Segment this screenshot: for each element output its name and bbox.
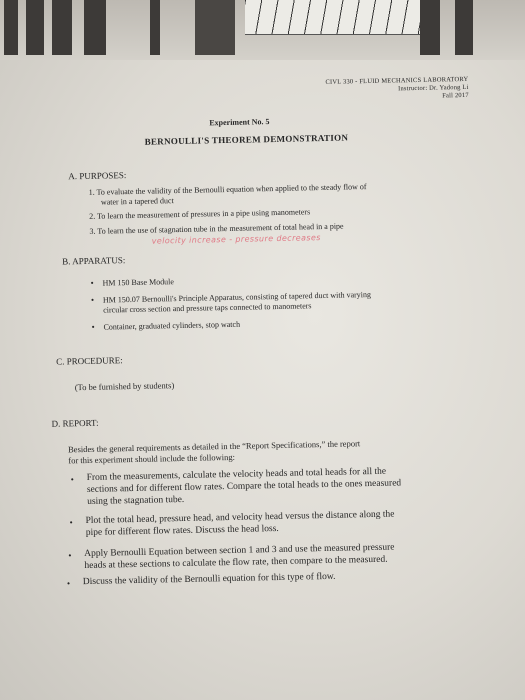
- report-item: Apply Bernoulli Equation between section 1 and 3 and use the measured pressure: [84, 542, 395, 560]
- course-header: [325, 76, 468, 103]
- apparatus-item: Container, graduated cylinders, stop watch: [103, 319, 241, 332]
- apparatus-item: HM 150 Base Module: [102, 277, 175, 288]
- report-item: using the stagnation tube.: [87, 494, 185, 507]
- purpose-item: 1. To evaluate the validity of the Bernoulli equation when applied to the steady flow of: [88, 182, 367, 197]
- binder-strip: [0, 0, 525, 60]
- report-item: heads at these sections to calculate the flow rate, then compare to the measured.: [84, 554, 388, 572]
- instructor: Instructor: Dr. Yadong Li: [397, 83, 469, 93]
- term: Fall 2017: [442, 91, 469, 100]
- bullet-icon: •: [66, 578, 71, 589]
- bullet-icon: •: [68, 550, 72, 561]
- bullet-icon: •: [90, 277, 94, 288]
- apparatus-heading: B. APPARATUS:: [62, 255, 126, 267]
- purpose-item: 3. To learn the use of stagnation tube in the measurement of total head in a pipe: [89, 221, 344, 236]
- book-spine: [84, 0, 106, 55]
- bullet-icon: •: [90, 294, 95, 305]
- report-heading: D. REPORT:: [51, 417, 99, 429]
- book-spine: [455, 0, 473, 55]
- procedure-heading: C. PROCEDURE:: [56, 355, 123, 367]
- purpose-item: water in a tapered duct: [100, 196, 174, 207]
- report-item: Plot the total head, pressure head, and velocity head versus the distance along the: [85, 509, 395, 527]
- report-item: pipe for different flow rates. Discuss the head loss.: [85, 523, 279, 539]
- book-spine: [420, 0, 440, 55]
- book-spine: [52, 0, 72, 55]
- purpose-item: 2. To learn the measurement of pressures in a pipe using manometers: [89, 207, 311, 221]
- experiment-number: Experiment No. 5: [209, 117, 270, 128]
- report-item: sections and for different flow rates. Compare the total heads to the ones measured: [86, 478, 402, 495]
- bullet-icon: •: [69, 517, 73, 528]
- book-spine: [195, 0, 235, 55]
- purposes-heading: A. PURPOSES:: [68, 170, 127, 182]
- course-title: CIVL 330 - FLUID MECHANICS LABORATORY: [325, 75, 469, 86]
- book-spine: [150, 0, 160, 55]
- document-title: BERNOULLI'S THEOREM DEMONSTRATION: [144, 132, 349, 147]
- procedure-text: (To be furnished by students): [74, 380, 175, 393]
- grid-paper: [245, 0, 440, 35]
- bullet-icon: •: [91, 321, 95, 332]
- document-page: [38, 57, 521, 697]
- report-item: Discuss the validity of the Bernoulli equation for this type of flow.: [82, 571, 336, 588]
- apparatus-item: HM 150.07 Bernoulli's Principle Apparatus, consisting of tapered duct with varying: [102, 290, 372, 305]
- handwritten-note: velocity increase - pressure decreases: [151, 233, 321, 246]
- bullet-icon: •: [70, 474, 74, 485]
- report-intro: Besides the general requirements as detailed in the “Report Specifications,” the report: [67, 438, 361, 455]
- book-spine: [26, 0, 44, 55]
- report-intro: for this experiment should include the following:: [68, 451, 236, 466]
- book-spine: [4, 0, 18, 55]
- report-item: From the measurements, calculate the velocity heads and total heads for all the: [86, 466, 387, 483]
- apparatus-item: circular cross section and pressure taps connected to manometers: [103, 301, 312, 315]
